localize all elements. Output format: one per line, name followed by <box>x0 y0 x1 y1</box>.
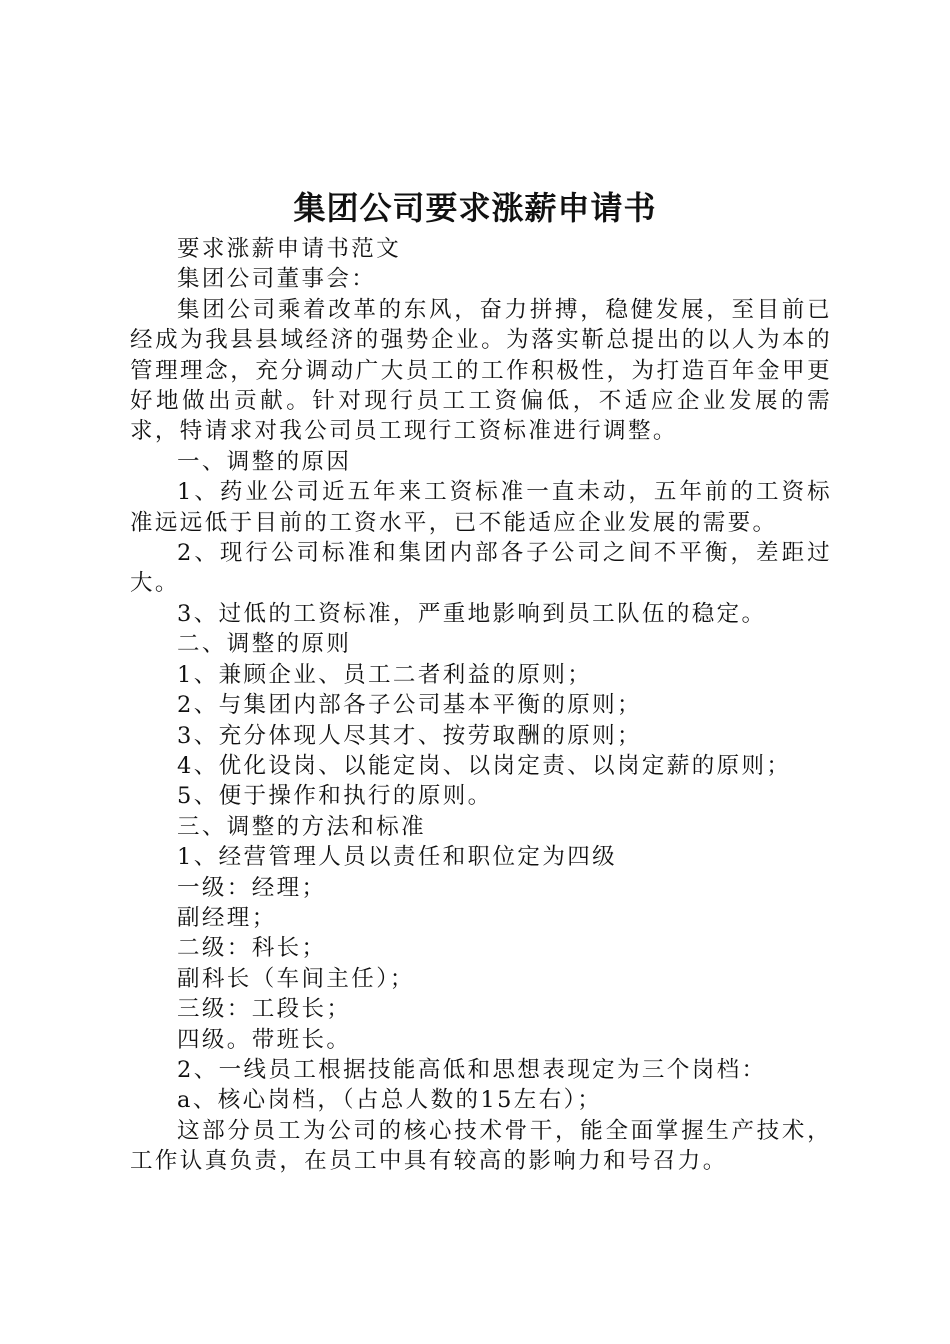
list-item: 5、便于操作和执行的原则。 <box>177 783 493 810</box>
document-body <box>130 234 832 1177</box>
section-heading: 二、调整的原则 <box>177 631 352 658</box>
list-item: 四级。带班长。 <box>177 1026 352 1053</box>
paragraph: 2、一线员工根据技能高低和思想表现定为三个岗档： <box>177 1056 767 1083</box>
section-heading: 三、调整的方法和标准 <box>177 813 427 840</box>
paragraph: 集团公司董事会： <box>177 266 377 293</box>
document-title: 集团公司要求涨薪申请书 <box>293 189 657 227</box>
list-item: 二级：科长； <box>177 935 327 962</box>
section-heading: 一、调整的原因 <box>177 448 352 475</box>
paragraph: a、核心岗档，（占总人数的15左右）； <box>177 1087 603 1114</box>
list-item: 3、充分体现人尽其才、按劳取酬的原则； <box>177 722 642 749</box>
list-item: 三级：工段长； <box>177 996 352 1023</box>
list-item: 1、兼顾企业、员工二者利益的原则； <box>177 661 593 688</box>
paragraph: 这部分员工为公司的核心技术骨干，能全面掌握生产技术，工作认真负责，在员工中具有较高的影响力和号召力。 <box>130 1117 832 1175</box>
paragraph: 1、经营管理人员以责任和职位定为四级 <box>177 844 618 871</box>
paragraph: 集团公司乘着改革的东风，奋力拼搏，稳健发展，至目前已经成为我县县域经济的强势企业。为落实靳总提出的以人为本的管理理念，充分调动广大员工的工作积极性，为打造百年金甲更好地做出贡献。针对现行员工工资偏低，不适应企业发展的需求，特请求对我公司员工现行工资标准进行调整。 <box>130 296 832 445</box>
list-item: 副经理； <box>177 904 277 931</box>
paragraph: 1、药业公司近五年来工资标准一直未动，五年前的工资标准远远低于目前的工资水平，已不能适应企业发展的需要。 <box>130 479 832 536</box>
paragraph: 3、过低的工资标准，严重地影响到员工队伍的稳定。 <box>177 600 767 627</box>
list-item: 4、优化设岗、以能定岗、以岗定责、以岗定薪的原则； <box>177 752 792 779</box>
paragraph: 2、现行公司标准和集团内部各子公司之间不平衡，差距过大。 <box>130 540 832 597</box>
paragraph: 要求涨薪申请书范文 <box>177 236 402 262</box>
list-item: 一级：经理； <box>177 874 327 901</box>
list-item: 副科长（车间主任）； <box>177 965 415 992</box>
list-item: 2、与集团内部各子公司基本平衡的原则； <box>177 692 642 719</box>
